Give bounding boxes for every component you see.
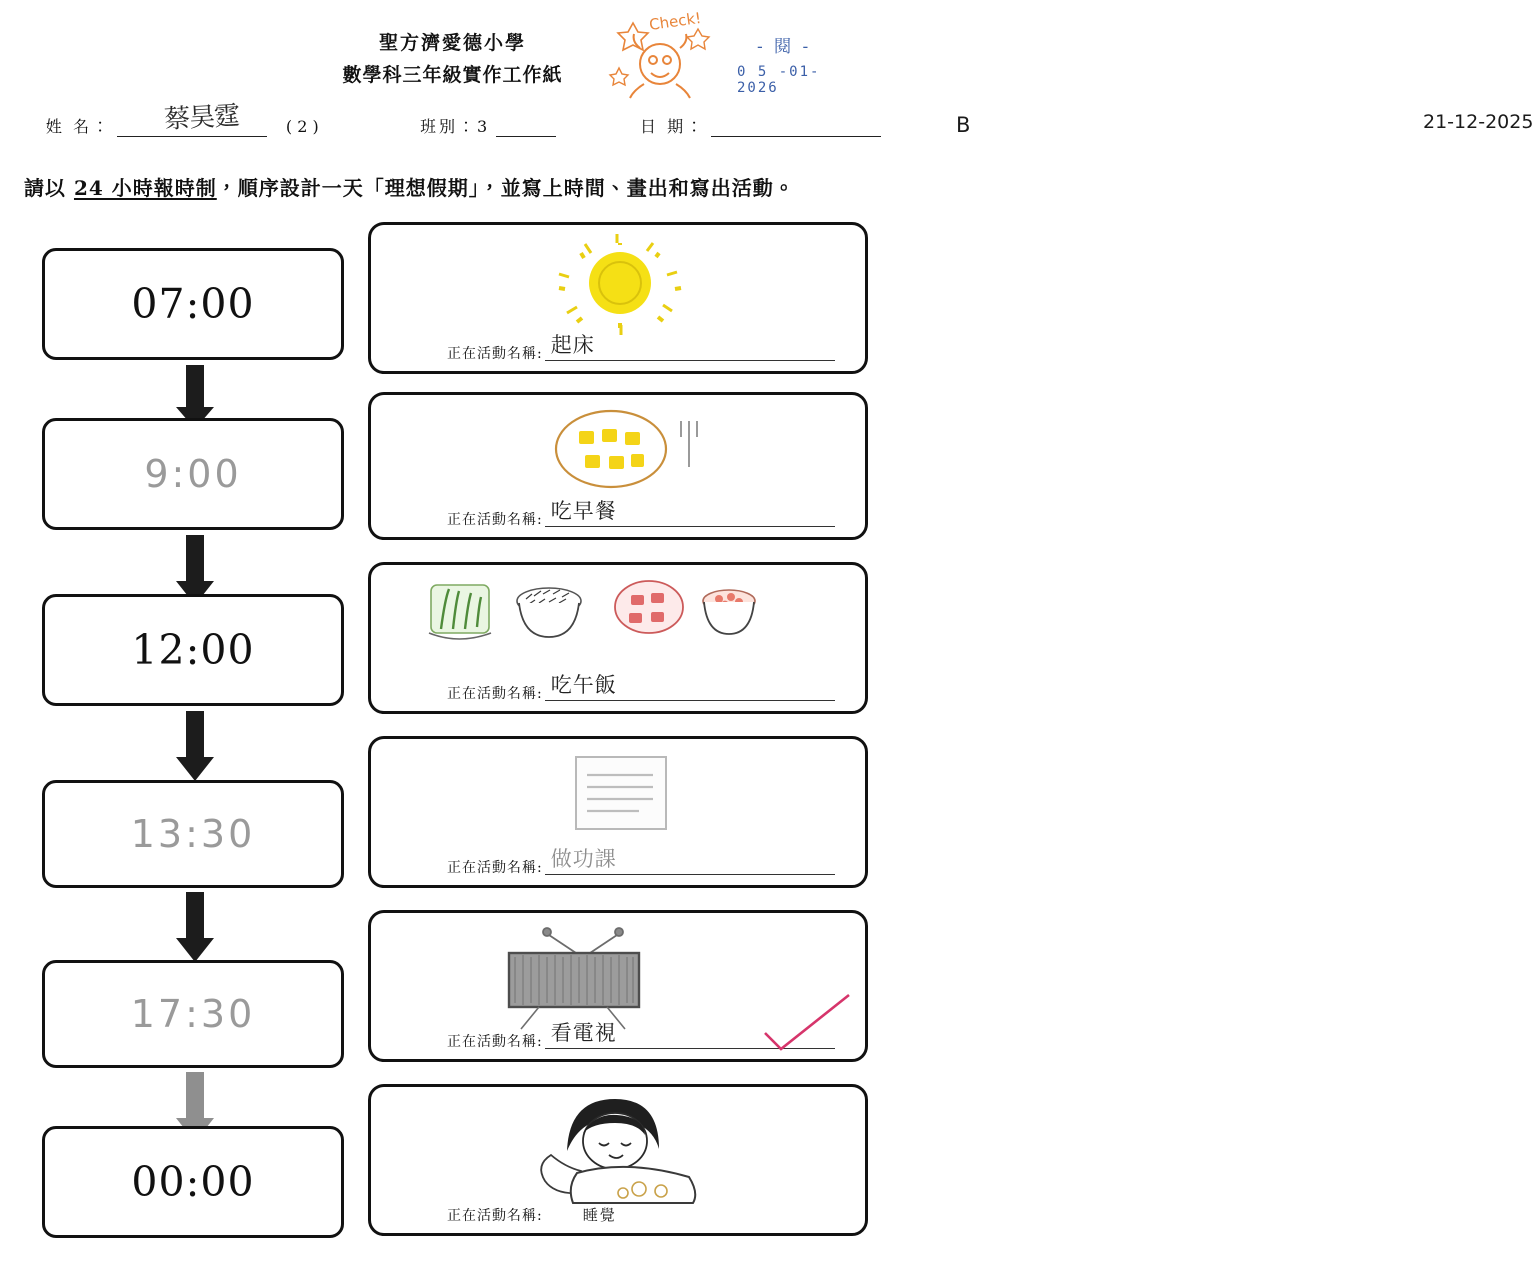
time-value-5: 17:30 xyxy=(130,992,256,1036)
instruction-suffix: ，順序設計一天「理想假期」，並寫上時間、畫出和寫出活動。 xyxy=(216,176,795,200)
stamp-word: - 閱 - xyxy=(757,37,812,57)
class-value: B xyxy=(956,113,971,137)
time-column xyxy=(42,222,344,1280)
activity-column xyxy=(368,222,868,1280)
class-input[interactable] xyxy=(496,113,556,137)
activity-card-6[interactable] xyxy=(368,1084,868,1236)
flow-arrow-3 xyxy=(172,711,218,783)
instruction-prefix: 請以 xyxy=(24,176,74,200)
time-box-5[interactable] xyxy=(42,960,344,1068)
student-fields xyxy=(0,101,1533,145)
time-box-3[interactable] xyxy=(42,594,344,706)
time-box-1[interactable] xyxy=(42,248,344,360)
activity-card-3[interactable] xyxy=(368,562,868,714)
activity-caption-6 xyxy=(371,1195,871,1225)
activity-value-5: 看電視 xyxy=(550,1021,617,1045)
time-value-6: 00:00 xyxy=(131,1158,255,1206)
activity-caption-4 xyxy=(371,847,871,877)
class-label: 班別：3 xyxy=(420,117,491,136)
activity-value-4: 做功課 xyxy=(550,847,617,871)
time-value-2: 9:00 xyxy=(144,452,242,496)
homework-icon xyxy=(371,745,871,859)
activity-caption-3 xyxy=(371,673,871,703)
lunch-icon xyxy=(371,571,871,685)
date-field xyxy=(640,111,1533,137)
activity-card-5[interactable] xyxy=(368,910,868,1062)
time-value-4: 13:30 xyxy=(130,812,256,856)
flow-arrow-4 xyxy=(172,892,218,964)
sleeping-child-icon xyxy=(371,1093,871,1209)
teacher-review-stamp xyxy=(735,28,865,98)
caption-label-3: 正在活動名稱: xyxy=(447,686,543,702)
activity-caption-1 xyxy=(371,333,871,363)
activity-caption-2 xyxy=(371,499,871,529)
time-box-2[interactable] xyxy=(42,418,344,530)
activity-value-1: 起床 xyxy=(550,333,595,357)
time-value-1: 07:00 xyxy=(131,280,255,328)
activity-input-3[interactable] xyxy=(545,673,835,701)
caption-label-1: 正在活動名稱: xyxy=(447,346,543,362)
activity-input-4[interactable] xyxy=(545,847,835,875)
instruction-text xyxy=(24,172,884,201)
sheet-header xyxy=(0,0,1533,150)
sun-icon xyxy=(371,231,871,345)
date-value: 21-12-2025 xyxy=(1423,111,1533,133)
worksheet-title: 數學科三年級實作工作紙 xyxy=(342,64,563,86)
activity-value-2: 吃早餐 xyxy=(550,499,617,523)
activity-card-1[interactable] xyxy=(368,222,868,374)
date-label: 日 期： xyxy=(640,117,706,136)
activity-value-6: 睡覺 xyxy=(582,1206,617,1224)
caption-label-5: 正在活動名稱: xyxy=(447,1034,543,1050)
breakfast-icon xyxy=(371,401,871,509)
time-value-3: 12:00 xyxy=(131,626,255,674)
caption-label-4: 正在活動名稱: xyxy=(447,860,543,876)
date-input[interactable] xyxy=(711,113,881,137)
school-name: 聖方濟愛德小學 xyxy=(378,32,526,54)
activity-input-1[interactable] xyxy=(545,333,835,361)
student-number: ( 2 ) xyxy=(285,117,319,136)
caption-label-6: 正在活動名稱: xyxy=(447,1208,543,1224)
teacher-tick-icon xyxy=(759,993,855,1053)
check-stamp-icon xyxy=(610,8,710,100)
activity-input-2[interactable] xyxy=(545,499,835,527)
caption-label-2: 正在活動名稱: xyxy=(447,512,543,528)
activity-card-2[interactable] xyxy=(368,392,868,540)
check-stamp-text: Check! xyxy=(648,8,703,34)
worksheet-body xyxy=(0,222,905,1280)
time-box-4[interactable] xyxy=(42,780,344,888)
name-label: 姓 名： xyxy=(46,117,112,136)
activity-value-3: 吃午飯 xyxy=(550,673,617,697)
instruction-underlined: 24 小時報時制 xyxy=(73,176,217,200)
activity-card-4[interactable] xyxy=(368,736,868,888)
stamp-date: 0 5 -01- 2026 xyxy=(737,64,821,96)
time-box-6[interactable] xyxy=(42,1126,344,1238)
name-field xyxy=(46,101,319,137)
name-value: 蔡昊霆 xyxy=(163,101,240,135)
